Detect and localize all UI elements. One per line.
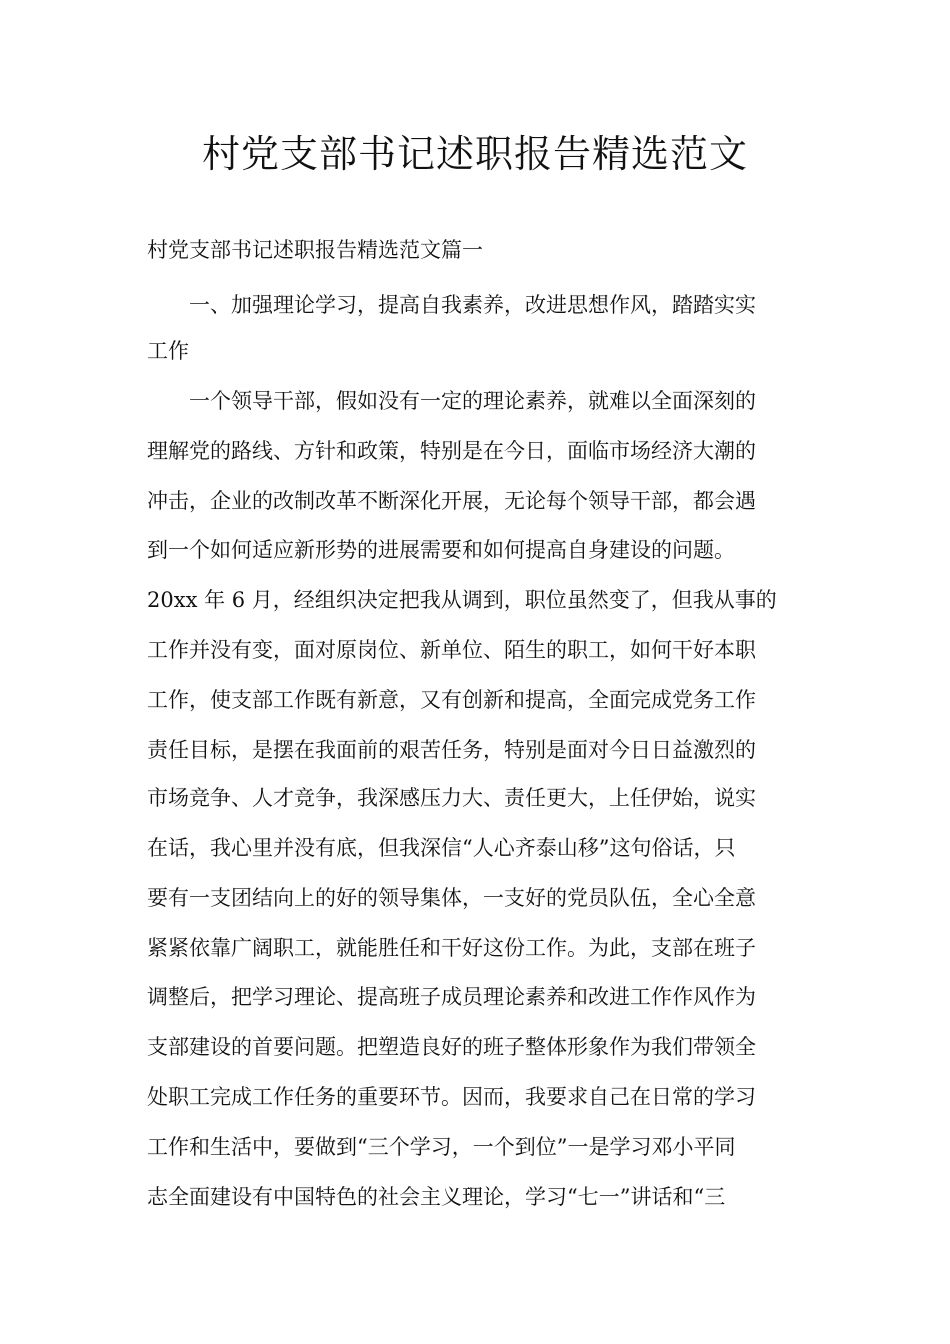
body-line: 到一个如何适应新形势的进展需要和如何提高自身建设的问题。 xyxy=(147,538,735,562)
body-line: 一、加强理论学习，提高自我素养，改进思想作风，踏踏实实 xyxy=(189,293,756,317)
document-title: 村党支部书记述职报告精选范文 xyxy=(201,132,748,176)
body-line: 理解党的路线、方针和政策，特别是在今日，面临市场经济大潮的 xyxy=(147,439,756,463)
body-line: 20xx 年 6 月，经组织决定把我从调到，职位虽然变了，但我从事的 xyxy=(147,588,777,612)
body-line: 紧紧依靠广阔职工，就能胜任和干好这份工作。为此，支部在班子 xyxy=(147,936,756,960)
body-line: 市场竞争、人才竞争，我深感压力大、责任更大，上任伊始，说实 xyxy=(147,786,756,810)
body-line: 工作和生活中，要做到“三个学习，一个到位”一是学习邓小平同 xyxy=(147,1135,736,1159)
body-line: 志全面建设有中国特色的社会主义理论，学习“七一”讲话和“三 xyxy=(147,1185,726,1209)
body-line: 要有一支团结向上的好的领导集体，一支好的党员队伍，全心全意 xyxy=(147,886,756,910)
body-line: 在话，我心里并没有底，但我深信“人心齐泰山移”这句俗话，只 xyxy=(147,836,736,860)
body-line: 冲击，企业的改制改革不断深化开展，无论每个领导干部，都会遇 xyxy=(147,489,756,513)
section-heading: 村党支部书记述职报告精选范文篇一 xyxy=(147,238,483,262)
body-line: 调整后，把学习理论、提高班子成员理论素养和改进工作作风作为 xyxy=(147,985,756,1009)
body-line: 支部建设的首要问题。把塑造良好的班子整体形象作为我们带领全 xyxy=(147,1035,756,1059)
body-line: 处职工完成工作任务的重要环节。因而，我要求自己在日常的学习 xyxy=(147,1085,756,1109)
body-line: 工作，使支部工作既有新意，又有创新和提高，全面完成党务工作 xyxy=(147,688,756,712)
body-line: 工作并没有变，面对原岗位、新单位、陌生的职工，如何干好本职 xyxy=(147,638,756,662)
body-line: 工作 xyxy=(147,339,189,363)
body-line: 责任目标，是摆在我面前的艰苦任务，特别是面对今日日益激烈的 xyxy=(147,738,756,762)
body-line: 一个领导干部，假如没有一定的理论素养，就难以全面深刻的 xyxy=(189,389,756,413)
